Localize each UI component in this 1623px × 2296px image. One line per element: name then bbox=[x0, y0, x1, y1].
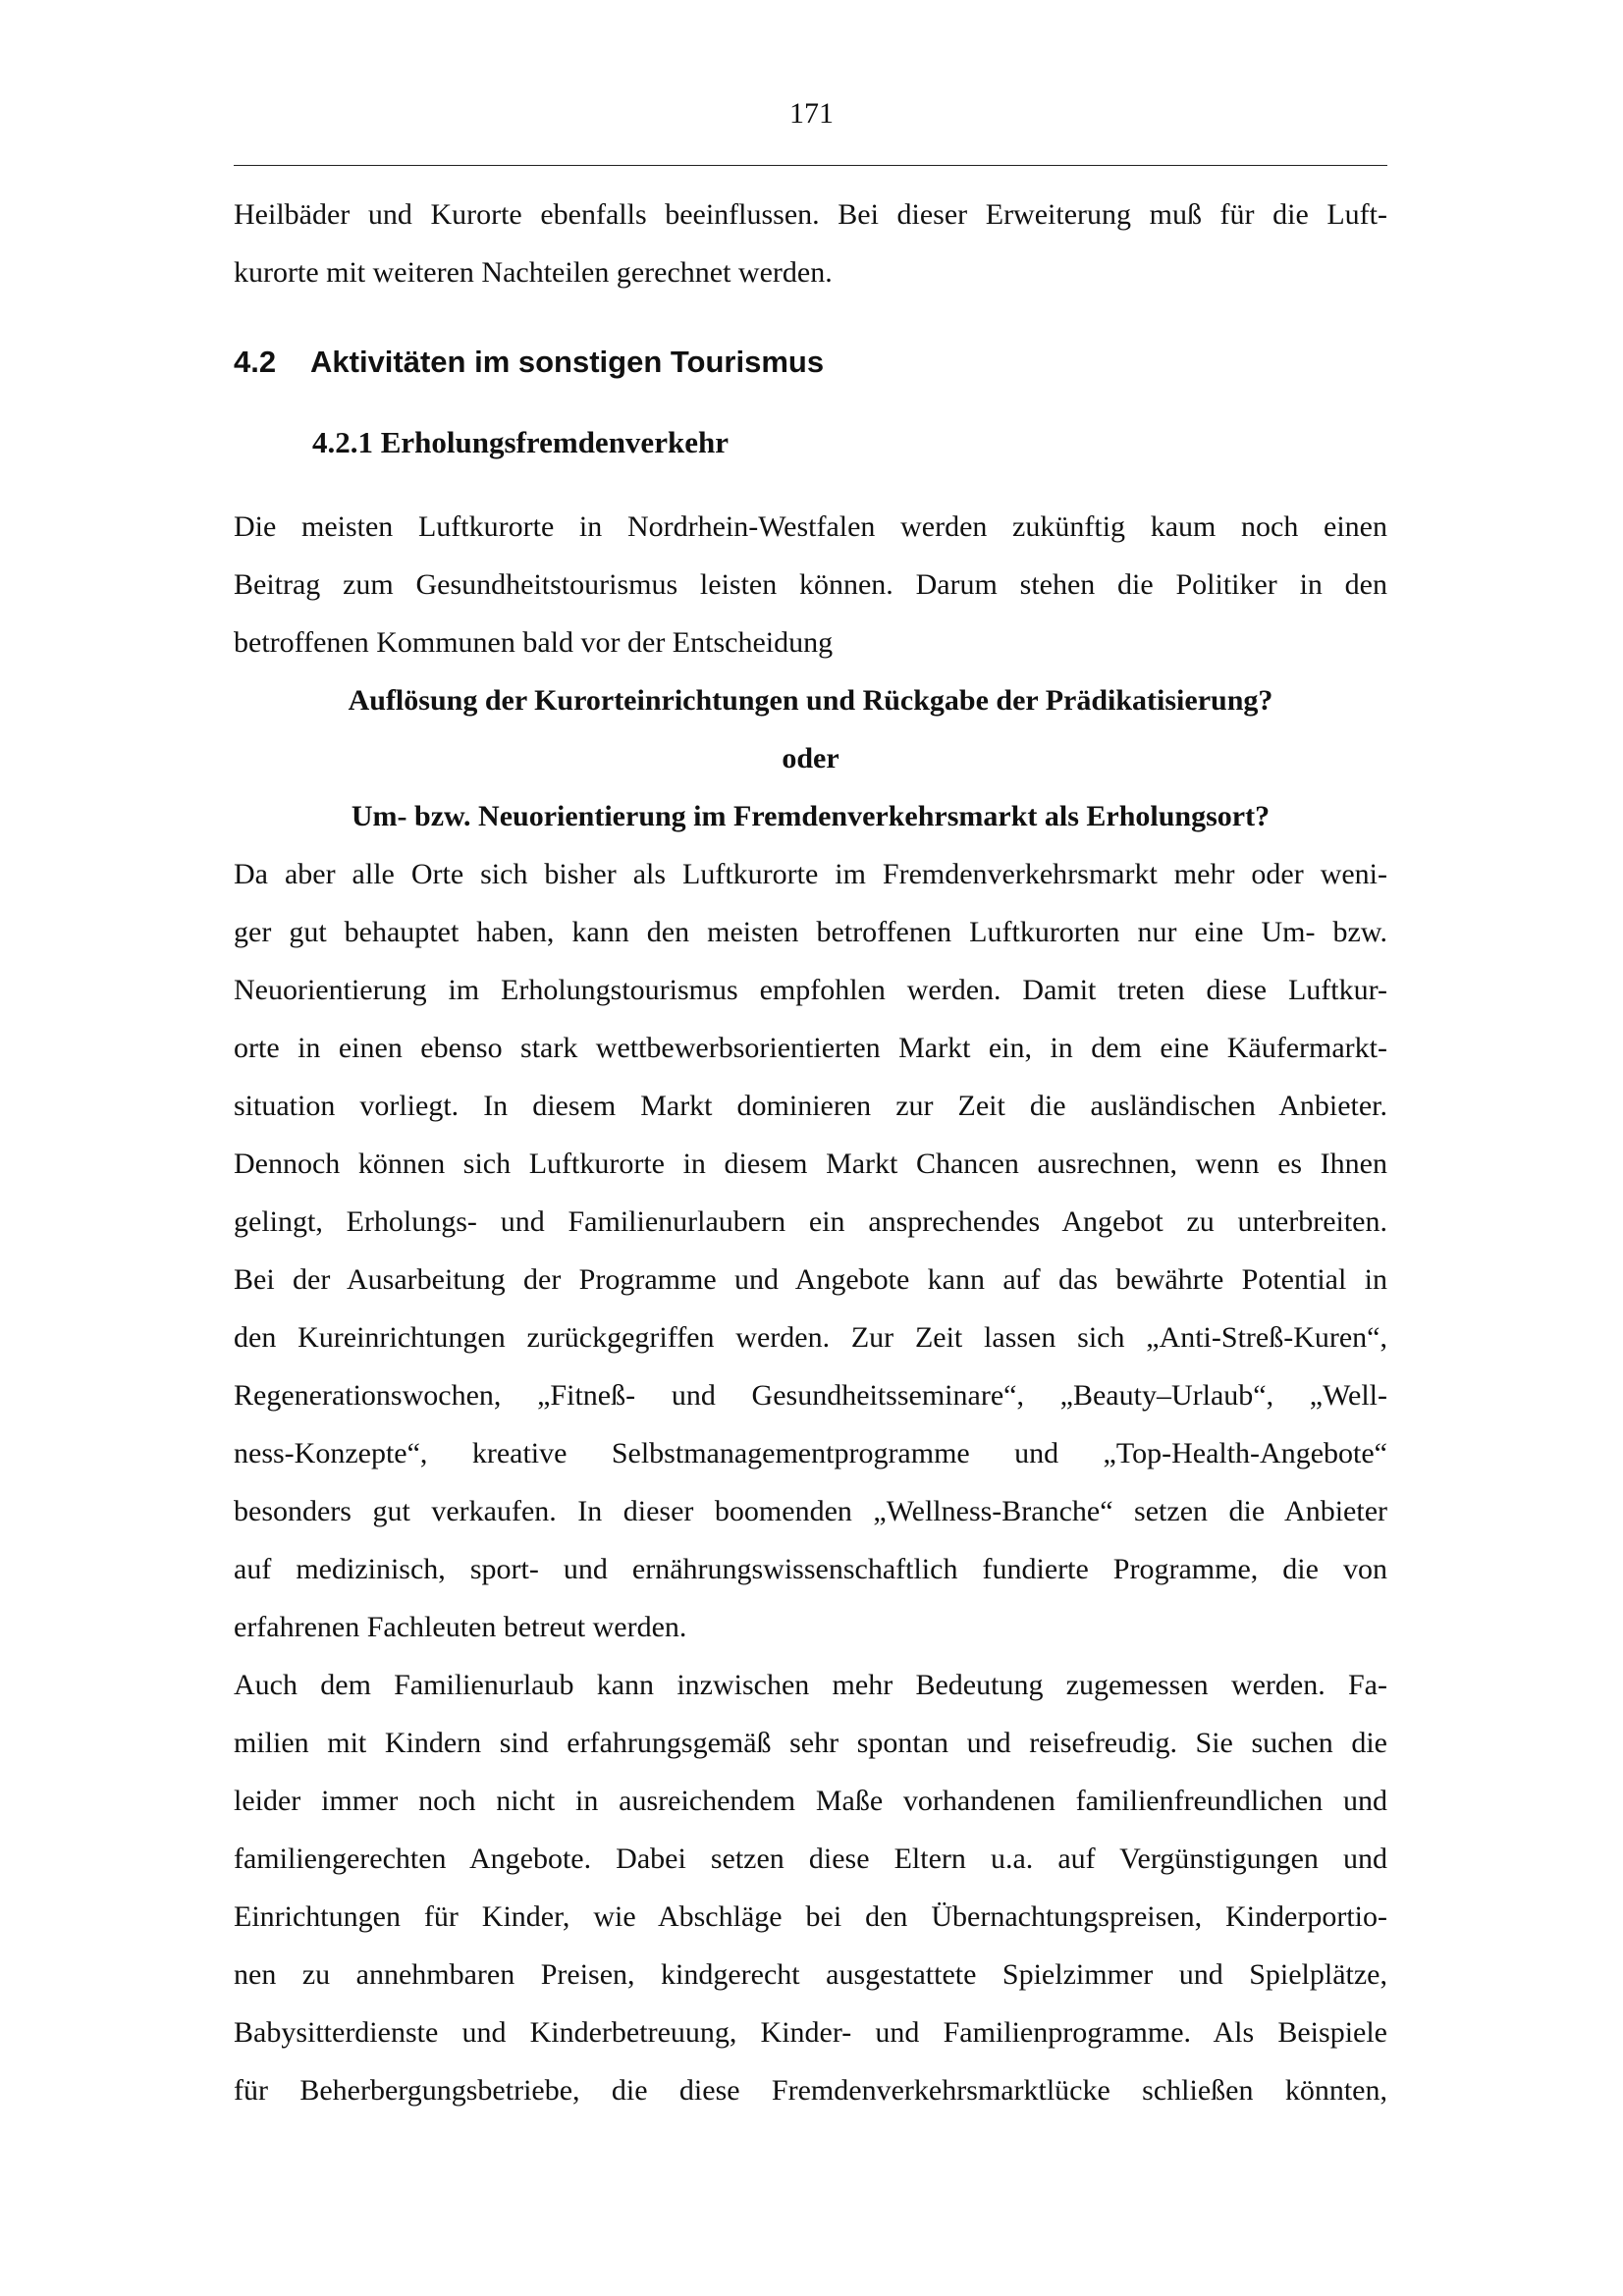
body-line: orte in einen ebenso stark wettbewerbsorientierten Markt ein, in dem eine Käufermarkt- bbox=[234, 1032, 1387, 1064]
section-title: Aktivitäten im sonstigen Tourismus bbox=[310, 345, 825, 379]
intro-line: betroffenen Kommunen bald vor der Entscheidung bbox=[234, 626, 834, 659]
subsection-heading bbox=[312, 424, 729, 461]
body-line: Bei der Ausarbeitung der Programme und Angebote kann auf das bewährte Potential in bbox=[234, 1263, 1387, 1296]
body-line: Regenerationswochen, „Fitneß- und Gesundheitsseminare“, „Beauty–Urlaub“, „Well- bbox=[234, 1379, 1387, 1412]
decision-option-b: Um- bzw. Neuorientierung im Fremdenverkehrsmarkt als Erholungsort? bbox=[351, 800, 1271, 832]
section-heading bbox=[234, 344, 824, 381]
body-line: Da aber alle Orte sich bisher als Luftkurorte im Fremdenverkehrsmarkt mehr oder weni- bbox=[234, 858, 1387, 890]
body-line: erfahrenen Fachleuten betreut werden. bbox=[234, 1611, 687, 1643]
body-line: Neuorientierung im Erholungstourismus empfohlen werden. Damit treten diese Luftkur- bbox=[234, 974, 1387, 1006]
subsection-title: Erholungsfremdenverkehr bbox=[380, 425, 729, 459]
body-line: ness-Konzepte“, kreative Selbstmanagementprogramme und „Top-Health-Angebote“ bbox=[234, 1437, 1387, 1469]
body-line: besonders gut verkaufen. In dieser boomenden „Wellness-Branche“ setzen die Anbieter bbox=[234, 1495, 1387, 1527]
section-number: 4.2 bbox=[234, 345, 277, 379]
body-line: situation vorliegt. In diesem Markt dominieren zur Zeit die ausländischen Anbieter. bbox=[234, 1090, 1387, 1122]
body-line: Auch dem Familienurlaub kann inzwischen mehr Bedeutung zugemessen werden. Fa- bbox=[234, 1669, 1387, 1701]
page-number: 171 bbox=[789, 97, 834, 130]
subsection-number: 4.2.1 bbox=[312, 425, 373, 459]
body-line: Dennoch können sich Luftkurorte in diesem Markt Chancen ausrechnen, wenn es Ihnen bbox=[234, 1148, 1387, 1180]
decision-option-a: Auflösung der Kurorteinrichtungen und Rückgabe der Prädikatisierung? bbox=[348, 684, 1273, 717]
intro-line: Beitrag zum Gesundheitstourismus leisten können. Darum stehen die Politiker in den bbox=[234, 568, 1387, 601]
body-line: nen zu annehmbaren Preisen, kindgerecht ausgestattete Spielzimmer und Spielplätze, bbox=[234, 1958, 1387, 1991]
body-line: gelingt, Erholungs- und Familienurlaubern ein ansprechendes Angebot zu unterbreiten. bbox=[234, 1205, 1387, 1238]
body-line: milien mit Kindern sind erfahrungsgemäß sehr spontan und reisefreudig. Sie suchen die bbox=[234, 1727, 1387, 1759]
intro-line: Die meisten Luftkurorte in Nordrhein-Westfalen werden zukünftig kaum noch einen bbox=[234, 510, 1387, 543]
decision-or: oder bbox=[782, 742, 839, 774]
body-line: familiengerechten Angebote. Dabei setzen diese Eltern u.a. auf Vergünstigungen und bbox=[234, 1842, 1387, 1875]
continuation-line: kurorte mit weiteren Nachteilen gerechnet werden. bbox=[234, 256, 833, 289]
continuation-line: Heilbäder und Kurorte ebenfalls beeinflussen. Bei dieser Erweiterung muß für die Luft- bbox=[234, 198, 1387, 231]
body-line: ger gut behauptet haben, kann den meisten betroffenen Luftkurorten nur eine Um- bzw. bbox=[234, 916, 1387, 948]
body-line: Babysitterdienste und Kinderbetreuung, Kinder- und Familienprogramme. Als Beispiele bbox=[234, 2016, 1387, 2049]
body-line: Einrichtungen für Kinder, wie Abschläge bei den Übernachtungspreisen, Kinderportio- bbox=[234, 1900, 1387, 1933]
body-line: den Kureinrichtungen zurückgegriffen werden. Zur Zeit lassen sich „Anti-Streß-Kuren“, bbox=[234, 1321, 1387, 1354]
body-line: für Beherbergungsbetriebe, die diese Fremdenverkehrsmarktlücke schließen könnten, bbox=[234, 2074, 1387, 2107]
header-divider bbox=[234, 165, 1387, 166]
body-line: leider immer noch nicht in ausreichendem Maße vorhandenen familienfreundlichen und bbox=[234, 1785, 1387, 1817]
body-line: auf medizinisch, sport- und ernährungswissenschaftlich fundierte Programme, die von bbox=[234, 1553, 1387, 1585]
